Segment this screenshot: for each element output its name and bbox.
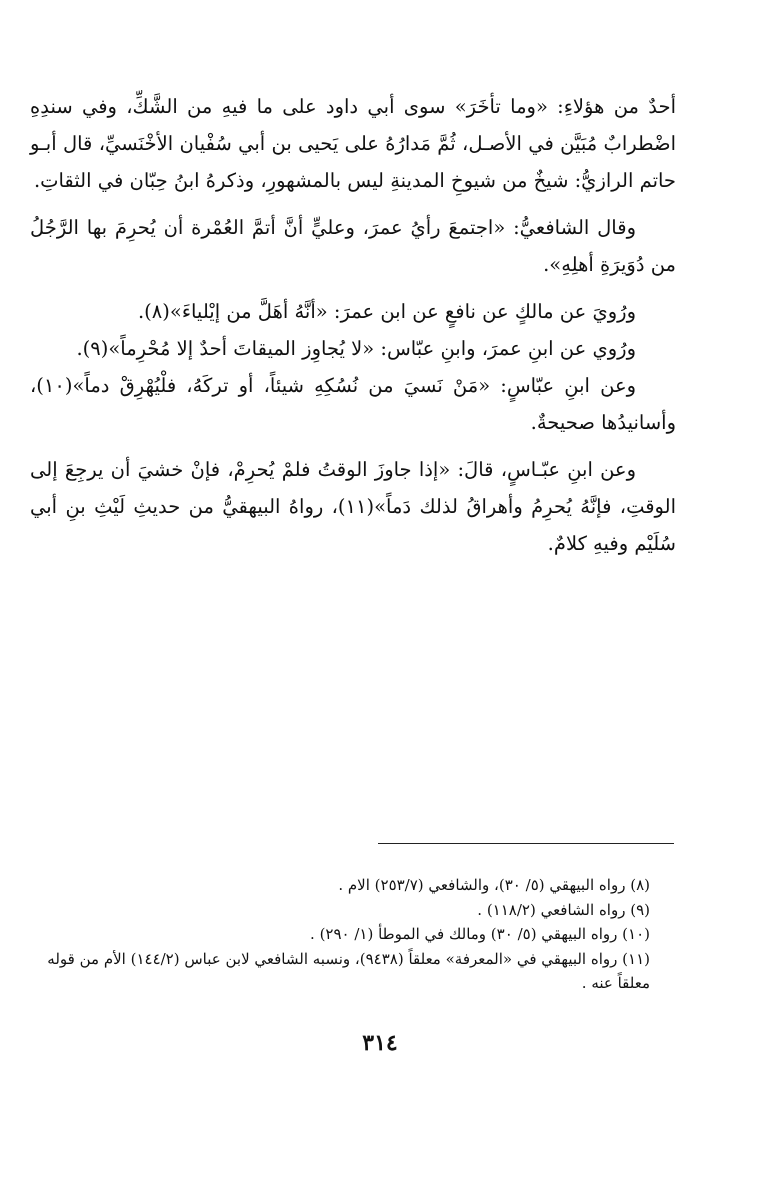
paragraph-5: وعن ابنِ عبّاسٍ: «مَنْ نَسيَ من نُسُكِهِ شيئاً، أو تركَهُ، فلْيُهْرِقْ دماً»(١٠)، وأسانيدُها صحيحةٌ. — [30, 374, 676, 434]
footnote-10: (١٠) رواه البيهقي (٥/ ٣٠) ومالك في الموطأ (١/ ٢٩٠) . — [310, 925, 650, 943]
paragraph-2: وقال الشافعيُّ: «اجتمعَ رأيُ عمرَ، وعليٍّ أنَّ أتمَّ العُمْرة أن يُحرِمَ بها الرَّجُلُ من دُوَيرَةِ أهلِهِ». — [30, 216, 676, 276]
paragraph-1: أحدٌ من هؤلاءِ: «وما تأخَرَ» سوى أبي داود على ما فيهِ من الشَّكِّ، وفي سندِهِ اضْطرابٌ مُبَيَّن في الأصـل، ثُمَّ مَدارُهُ على يَحيى بن أبي سُفْيان الأخْنَسيِّ، قال أبـو حاتم الرازيُّ: شيخٌ من شيوخِ المدينةِ ليس بالمشهورِ، وذكرهُ ابنُ حِبّان في الثقاتِ. — [30, 95, 676, 192]
footnote-11: (١١) رواه البيهقي في «المعرفة» معلقاً (٩٤٣٨)، ونسبه الشافعي لابن عباس (١٤٤/٢) الأم من قوله معلقاً عنه . — [47, 949, 650, 992]
paragraph-3: ورُويَ عن مالكٍ عن نافعٍ عن ابن عمرَ: «أنَّهُ أهَلَّ من إيْلياءَ»(٨). — [137, 300, 636, 323]
paragraph-4: ورُوي عن ابنِ عمرَ، وابنِ عبّاس: «لا يُجاوِز الميقاتَ أحدٌ إلا مُحْرِماً»(٩). — [76, 337, 636, 360]
footnote-separator — [378, 843, 674, 844]
footnotes — [30, 873, 650, 996]
footnote-8: (٨) رواه البيهقي (٥/ ٣٠)، والشافعي (٢٥٣/٧) الام . — [338, 876, 650, 894]
paragraph-6: وعن ابنِ عبّـاسٍ، قالَ: «إذا جاوزَ الوقتُ فلمْ يُحرِمْ، فإنْ خشيَ أن يرجِعَ إلى الوقتِ، فإنَّهُ يُحرِمُ وأهراقُ لذلك دَماً»(١١)، رواهُ البيهقيُّ من حديثِ لَيْثِ بنِ أبي سُلَيْم وفيهِ كلامٌ. — [30, 458, 676, 555]
main-text — [30, 88, 676, 572]
footnote-9: (٩) رواه الشافعي (١١٨/٢) . — [477, 900, 650, 919]
page-number: ٣١٤ — [362, 1030, 398, 1056]
